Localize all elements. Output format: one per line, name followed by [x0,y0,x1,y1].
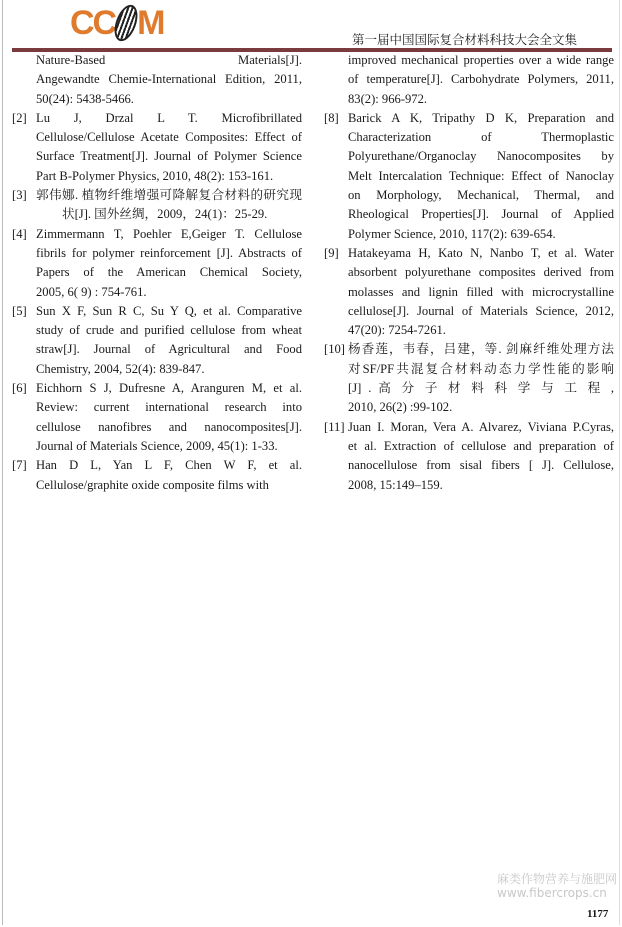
page-number: 1177 [587,908,609,920]
reference-number: [7] [12,458,27,473]
reference-item [324,340,614,417]
reference-line: 状[J]. 国外丝绸，2009，24(1)：25-29. [62,207,268,222]
reference-number: [5] [12,303,27,318]
reference-line: Barick A K, Tripathy D K, Preparation and [348,110,614,125]
reference-item [324,244,614,340]
reference-line: Sun X F, Sun R C, Su Y Q, et al. Comparative [36,303,302,318]
reference-line: 83(2): 966-972. [348,91,428,106]
conference-title: 第一届中国国际复合材料科技大会全文集 [352,32,578,47]
reference-number: [2] [12,110,27,125]
reference-item [12,186,302,225]
reference-line: [J] . 高 分 子 材 料 科 学 与 工 程 , [348,381,614,396]
reference-number: [9] [324,245,339,260]
reference-line: Rheological Properties[J]. Journal of Applied [348,207,614,222]
reference-line: improved mechanical properties over a wide range [348,53,614,67]
reference-item [12,379,302,456]
reference-number: [11] [324,419,345,434]
reference-line: Polymer Science, 2010, 117(2): 639-654. [348,226,556,241]
reference-item [12,51,302,109]
reference-line: cellulose nanofibres and nanocomposites[J]. [36,419,302,434]
reference-line: 47(20): 7254-7261. [348,323,446,338]
reference-line: Chemistry, 2004, 52(4): 839-847. [36,361,205,376]
references-left-column [12,51,302,495]
reference-line: Cellulose/Cellulose Acetate Composites: Effect of [36,130,302,145]
reference-line: Melt Intercalation Technique: Effect of Nanoclay [348,168,614,183]
reference-line: et al. Extraction of cellulose and preparation of [348,438,614,453]
reference-line: Characterization of Thermoplastic [348,130,614,145]
reference-line: Eichhorn S J, Dufresne A, Aranguren M, et al. [36,381,302,396]
reference-number: [4] [12,226,27,241]
reference-item [324,418,614,495]
reference-line: Angewandte Chemie-International Edition, 2011, [36,72,302,87]
reference-line: nanocellulose from sisal fibers [ J]. Cellulose, [348,458,614,473]
reference-line: Papers of the American Chemical Society, [36,265,302,280]
reference-line: straw[J]. Journal of Agricultural and Food [36,342,302,357]
reference-line: Part B-Polymer Physics, 2010, 48(2): 153-161. [36,168,274,183]
reference-line: Cellulose/graphite oxide composite films with [36,477,269,492]
reference-item [12,225,302,302]
reference-line: Journal of Materials Science, 2009, 45(1): 1-33. [36,438,278,453]
reference-line: Surface Treatment[J]. Journal of Polymer Science [36,149,302,164]
reference-number: [3] [12,188,27,203]
reference-item [12,109,302,186]
reference-line: Lu J, Drzal L T. Microfibrillated [36,110,302,125]
reference-item [12,302,302,379]
ccm-logo: CC M [70,4,163,42]
watermark-line2: www.fibercrops.cn [497,886,607,900]
reference-line: 对SF/PF共混复合材料动态力学性能的影响 [348,361,614,376]
reference-line: molasses and lignin filled with microcrystalline [348,284,614,299]
reference-item [324,109,614,244]
reference-line: cellulose[J]. Journal of Materials Science, 2012, [348,303,614,318]
reference-line: Juan I. Moran, Vera A. Alvarez, Viviana P.Cyras, [348,419,614,434]
reference-number: [10] [324,342,345,357]
reference-line: 杨香莲，韦春，吕建，等. 剑麻纤维处理方法 [348,342,614,357]
reference-line: Review: current international research into [36,400,302,415]
reference-line: 2005, 6( 9) : 754-761. [36,284,147,299]
reference-line: Zimmermann T, Poehler E,Geiger T. Cellulose [36,226,302,241]
reference-line: Nature-Based Materials[J]. [36,53,302,67]
reference-number: [6] [12,381,27,396]
reference-line: fibrils for polymer reinforcement [J]. Abstracts of [36,245,302,260]
reference-line: 50(24): 5438-5466. [36,91,134,106]
references-right-column [324,51,614,495]
reference-number: [8] [324,110,339,125]
reference-line: Hatakeyama H, Kato N, Nanbo T, et al. Water [348,245,614,260]
reference-line: of temperature[J]. Carbohydrate Polymers, 2011, [348,72,614,87]
reference-line: 2010, 26(2) :99-102. [348,400,453,415]
reference-line: on Morphology, Mechanical, Thermal, and [348,188,614,203]
watermark-line1: 麻类作物营养与施肥网 [497,872,618,886]
reference-item [12,456,302,495]
reference-line: Polyurethane/Organoclay Nanocomposites by [348,149,614,164]
reference-line: 2008, 15:149–159. [348,477,443,492]
watermark [497,872,617,900]
reference-line: 郭伟娜. 植物纤维增强可降解复合材料的研究现 [36,188,302,203]
reference-line: Han D L, Yan L F, Chen W F, et al. [36,458,302,473]
reference-line: study of crude and purified cellulose from wheat [36,323,302,338]
reference-line: absorbent polyurethane composites derived from [348,265,614,280]
reference-item [324,51,614,109]
